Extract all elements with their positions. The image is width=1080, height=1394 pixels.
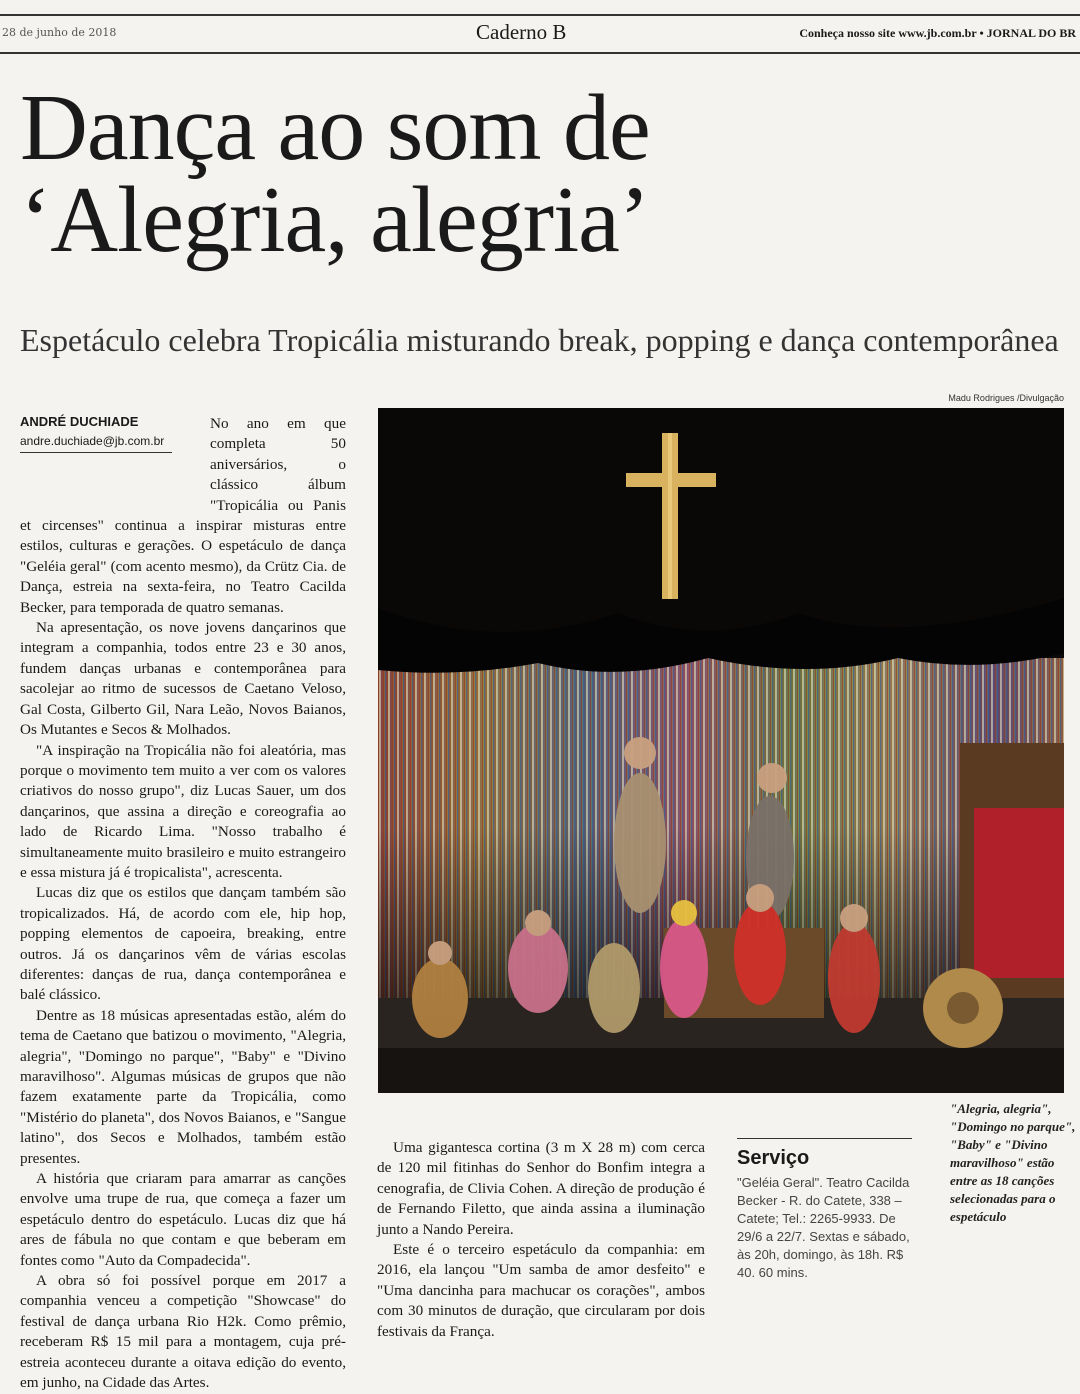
- issue-date: 28 de junho de 2018: [2, 26, 117, 39]
- stage-photo-illustration: [378, 408, 1064, 1093]
- service-details: "Geléia Geral". Teatro Cacilda Becker - R. do Catete, 338 – Catete; Tel.: 2265-9933. De 29/6 a 22/7. Sextas e sábado, às 20h, domingo, às 18h. R$ 40. 60 mins.: [737, 1175, 910, 1280]
- paragraph: No ano em que completa 50 aniversários, o clássico álbum "Tropicália ou Panis et circenses" continua a inspirar misturas entre estilos, culturas e gerações. O espetáculo de dança "Geléia geral" (com acento mesmo), da Crütz Cia. de Dança, estreia na sexta-feira, no Teatro Cacilda Becker, para temporada de quatro semanas.: [20, 415, 346, 616]
- paragraph: Dentre as 18 músicas apresentadas estão, além do tema de Caetano que batizou o movimento, "Alegria, alegria", "Domingo no parque", "Baby" e "Divino maravilhoso". Algumas músicas de grupos que não fazem exatamente parte da Tropicália, como "Mistério do planeta", dos Novos Baianos, e "Sangue latino", dos Secos e Molhados, também estão presentes.: [20, 1006, 346, 1167]
- photo-credit: Madu Rodrigues /Divulgação: [948, 393, 1064, 403]
- author-name: ANDRÉ DUCHIADE: [20, 414, 139, 429]
- subheadline: Espetáculo celebra Tropicália misturando break, popping e dança contemporânea: [20, 322, 1059, 358]
- site-promo: Conheça nosso site www.jb.com.br • JORNAL DO BR: [799, 26, 1076, 40]
- service-title: Serviço: [737, 1147, 810, 1169]
- headline: [20, 76, 1020, 272]
- article-column-1: [20, 414, 346, 1394]
- section-name: Caderno B: [476, 20, 567, 44]
- paragraph: "A inspiração na Tropicália não foi aleatória, mas porque o movimento tem muito a ver com os valores criativos do nosso grupo", diz Lucas Sauer, um dos dançarinos, que assina a direção e coreografia ao lado de Ricardo Lima. "Nosso trabalho é simultaneamente muito brasileiro e muito estrangeiro e essa mistura já é tropicalista", acrescenta.: [20, 741, 346, 881]
- photo-caption: "Alegria, alegria", "Domingo no parque", "Baby" e "Divino maravilhoso" estão entre as 18 canções selecionadas para o espetáculo: [950, 1101, 1076, 1224]
- paragraph: A obra só foi possível porque em 2017 a companhia venceu a competição "Showcase" do festival de dança urbana Rio H2k. Como prêmio, receberam R$ 15 mil para a montagem, cuja pré-estreia aconteceu durante a oitava edição do evento, em junho, na Cidade das Artes.: [20, 1272, 346, 1392]
- paragraph: Uma gigantesca cortina (3 m X 28 m) com cerca de 120 mil fitinhas do Senhor do Bonfim integra a cenografia, de Clivia Cohen. A direção de produção é de Fernando Filetto, que ainda assina a iluminação junto a Nando Pereira.: [377, 1139, 705, 1238]
- page-header: [0, 14, 1080, 54]
- paragraph: Este é o terceiro espetáculo da companhia: em 2016, ela lançou "Um samba de amor desfeito" e "Uma dancinha para machucar os corações", ambos com 30 minutos de duração, que circularam por dois festivais da França.: [377, 1241, 705, 1340]
- paragraph: Na apresentação, os nove jovens dançarinos que integram a companhia, todos entre 23 e 30 anos, fundem danças urbanas e contemporânea para sacolejar ao ritmo de sucessos de Caetano Veloso, Gal Costa, Gilberto Gil, Nara Leão, Novos Baianos, Os Mutantes e Secos & Molhados.: [20, 619, 346, 739]
- stage-photo: [378, 408, 1064, 1093]
- article-column-2: [377, 1138, 705, 1342]
- headline-line-1: Dança ao som de: [20, 76, 650, 180]
- paragraph: A história que criaram para amarrar as canções envolve uma trupe de rua, que começa a fazer um espetáculo dentro do espetáculo. Lucas diz que há ares de fábula no que contam e que beberam em fontes como "Auto da Compadecida".: [20, 1170, 346, 1269]
- byline: [20, 414, 172, 453]
- paragraph: Lucas diz que os estilos que dançam também são tropicalizados. Há, de acordo com ele, hip hop, popping elementos de capoeira, breaking, entre outros. Já os dançarinos vêm de várias escolas diferentes: danças de rua, dança contemporânea e balé clássico.: [20, 884, 346, 1004]
- service-box: [737, 1138, 912, 1282]
- headline-line-2: ‘Alegria, alegria’: [20, 168, 650, 272]
- author-email[interactable]: andre.duchiade@jb.com.br: [20, 434, 172, 453]
